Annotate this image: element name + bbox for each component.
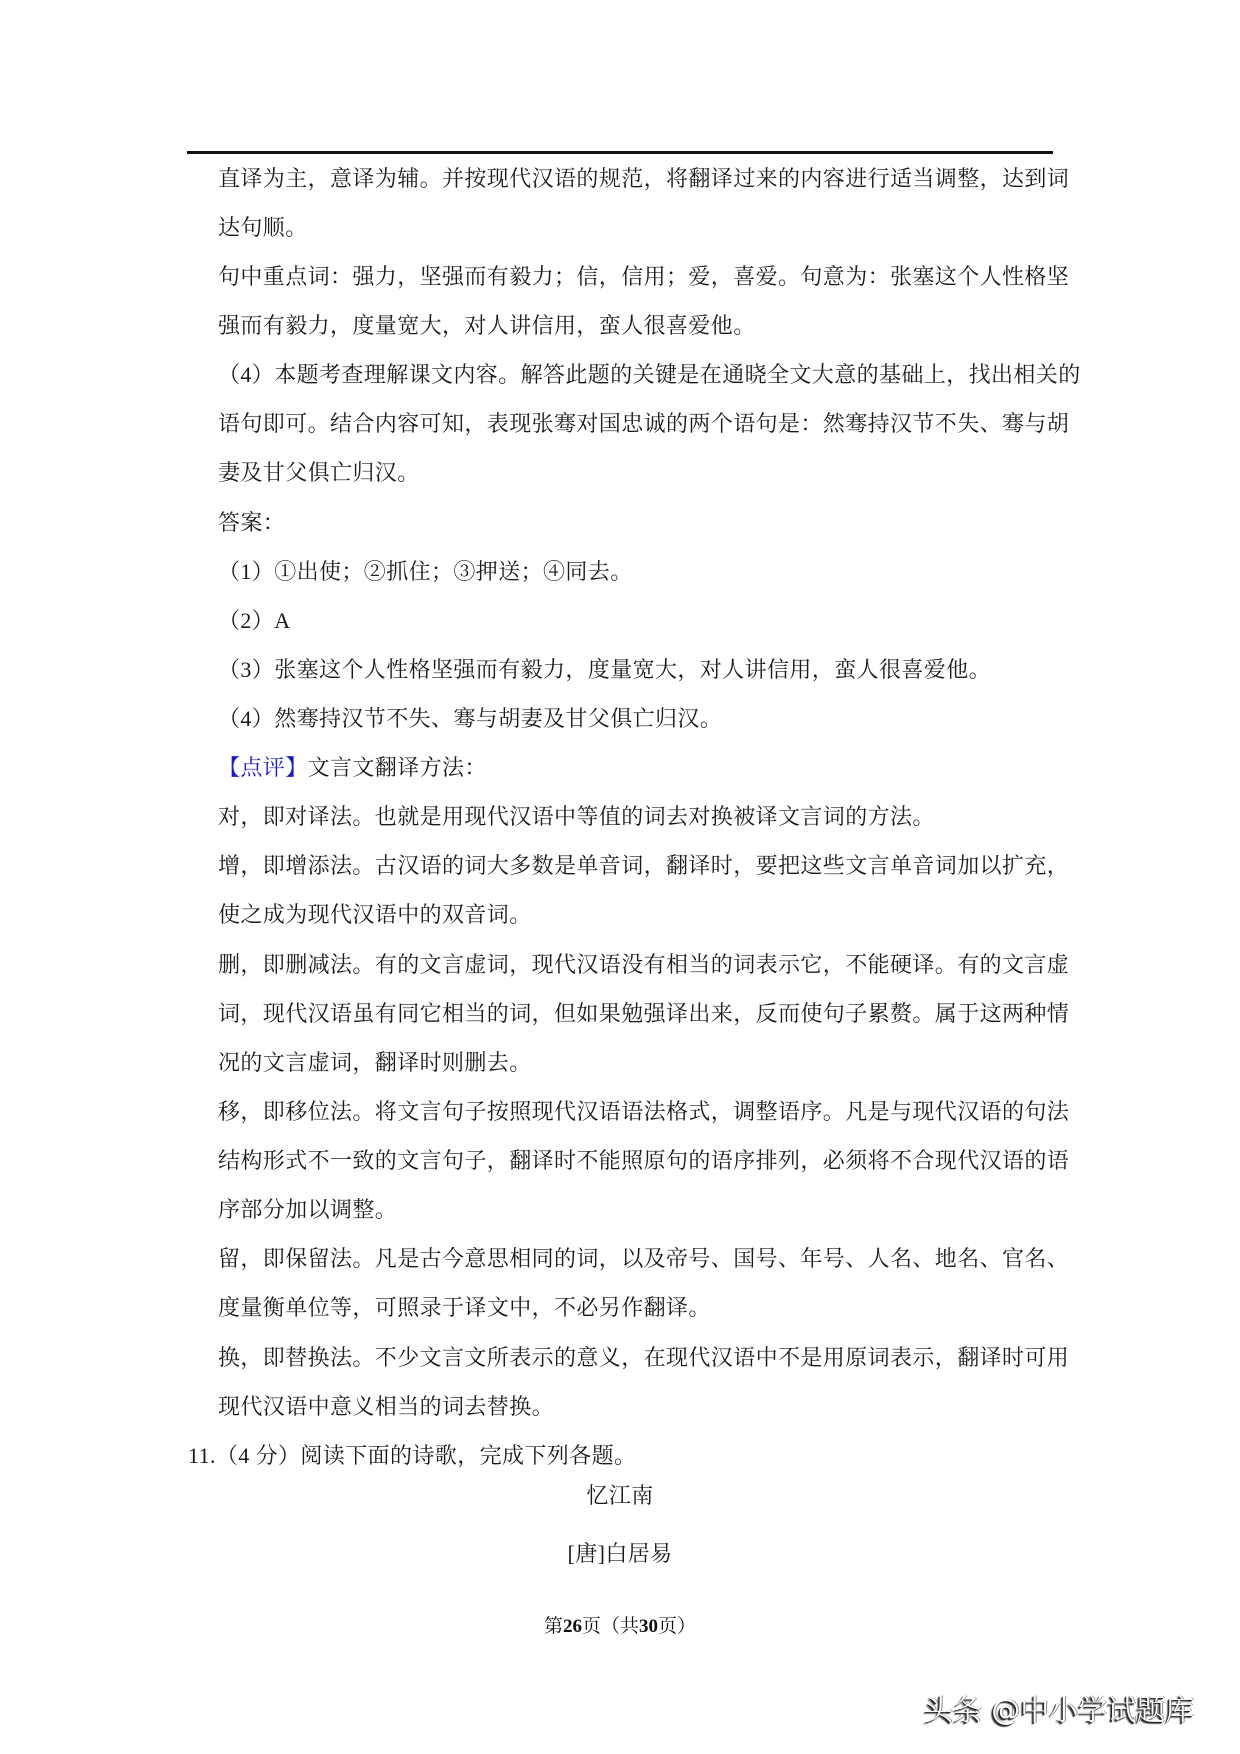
page-footer: [187, 1612, 1053, 1642]
question-prompt: 阅读下面的诗歌，完成下列各题。: [300, 1443, 637, 1468]
text-line: 达句顺。: [218, 215, 308, 240]
watermark: 头条 @中小学试题库: [924, 1693, 1195, 1727]
text-line: 妻及甘父俱亡归汉。: [218, 460, 420, 485]
method-line: 词，现代汉语虽有同它相当的词，但如果勉强译出来，反而使句子累赘。属于这两种情: [218, 1001, 1070, 1026]
footer-prefix: 第: [543, 1616, 563, 1637]
comment-tag: 【点评】: [218, 755, 308, 780]
answer-item-3: （3）张塞这个人性格坚强而有毅力，度量宽大，对人讲信用，蛮人很喜爱他。: [218, 657, 992, 682]
method-line: 序部分加以调整。: [218, 1197, 398, 1222]
method-line: 对，即对译法。也就是用现代汉语中等值的词去对换被译文言词的方法。: [218, 804, 935, 829]
method-line: 使之成为现代汉语中的双音词。: [218, 902, 532, 927]
method-line: 增，即增添法。古汉语的词大多数是单音词，翻译时，要把这些文言单音词加以扩充，: [218, 853, 1070, 878]
method-line: 结构形式不一致的文言句子，翻译时不能照原句的语序排列，必须将不合现代汉语的语: [218, 1148, 1070, 1173]
answer-item-2: （2）A: [218, 608, 291, 633]
comment-text: 文言文翻译方法：: [307, 755, 487, 780]
footer-page-number: 26: [562, 1616, 582, 1637]
question-score: （4 分）: [215, 1443, 301, 1468]
text-line: 语句即可。结合内容可知，表现张骞对国忠诚的两个语句是：然骞持汉节不失、骞与胡: [218, 411, 1070, 436]
question-number: 11.: [188, 1443, 216, 1468]
text-line: 直译为主，意译为辅。并按现代汉语的规范，将翻译过来的内容进行适当调整，达到词: [218, 166, 1070, 191]
poem-author: [唐]白居易: [567, 1541, 673, 1566]
method-line: 度量衡单位等，可照录于译文中，不必另作翻译。: [218, 1295, 711, 1320]
footer-total-pages: 30: [639, 1616, 658, 1637]
method-line: 况的文言虚词，翻译时则删去。: [218, 1050, 532, 1075]
text-line: （4）本题考查理解课文内容。解答此题的关键是在通晓全文大意的基础上，找出相关的: [218, 362, 1081, 387]
footer-suffix: 页）: [658, 1616, 697, 1637]
answer-item-1: （1）①出使；②抓住；③押送；④同去。: [218, 559, 633, 584]
text-line: 句中重点词：强力，坚强而有毅力；信，信用；爱，喜爱。句意为：张塞这个人性格坚: [218, 264, 1070, 289]
method-line: 换，即替换法。不少文言文所表示的意义，在现代汉语中不是用原词表示，翻译时可用: [218, 1345, 1070, 1370]
poem-title: 忆江南: [586, 1483, 654, 1508]
method-line: 现代汉语中意义相当的词去替换。: [218, 1394, 555, 1419]
footer-middle: 页（共: [581, 1616, 639, 1637]
answer-heading: 答案：: [218, 510, 286, 535]
text-line: 强而有毅力，度量宽大，对人讲信用，蛮人很喜爱他。: [218, 313, 756, 338]
method-line: 删，即删减法。有的文言虚词，现代汉语没有相当的词表示它，不能硬译。有的文言虚: [218, 952, 1070, 977]
answer-item-4: （4）然骞持汉节不失、骞与胡妻及甘父俱亡归汉。: [218, 706, 723, 731]
comment-line: [218, 743, 1054, 792]
method-line: 移，即移位法。将文言句子按照现代汉语语法格式，调整语序。凡是与现代汉语的句法: [218, 1099, 1070, 1124]
method-line: 留，即保留法。凡是古今意思相同的词，以及帝号、国号、年号、人名、地名、官名、: [218, 1246, 1070, 1271]
